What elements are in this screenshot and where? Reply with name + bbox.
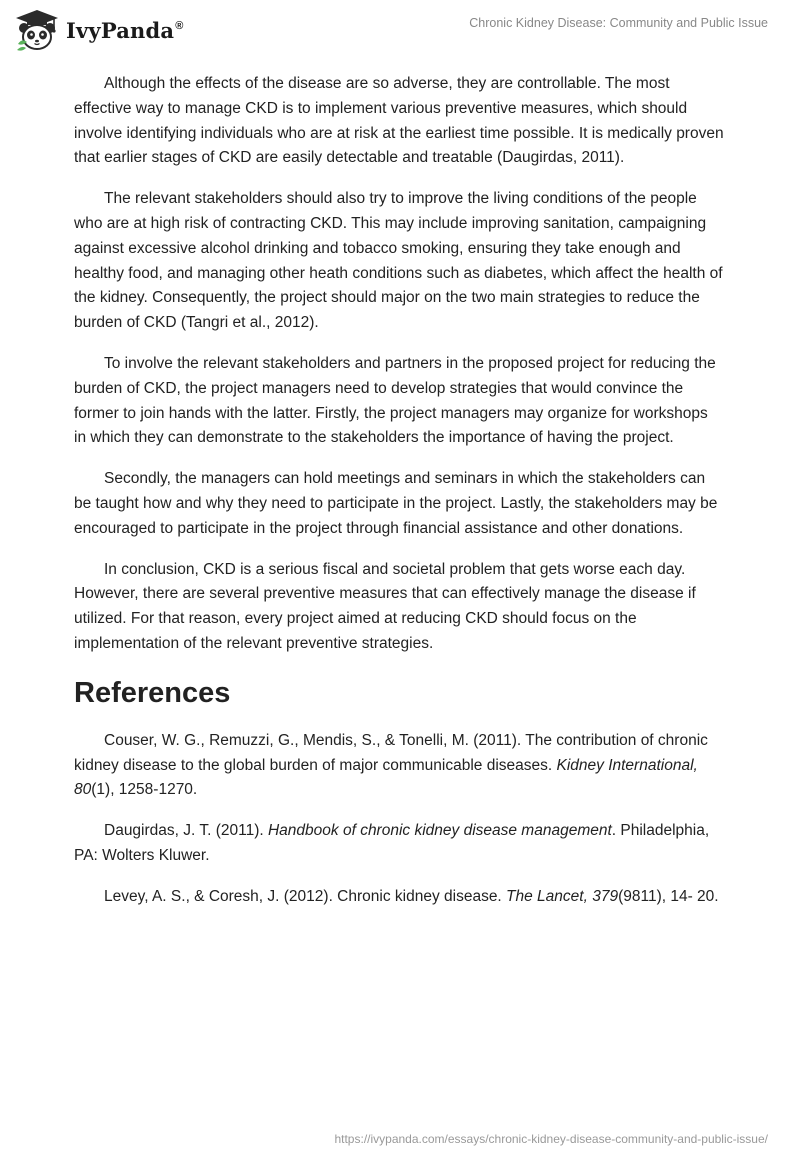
reference-text: Daugirdas, J. T. (2011).: [104, 822, 268, 840]
body-paragraph: To involve the relevant stakeholders and partners in the proposed project for reducing the burden of CKD, the project managers need to develop strategies that would convince the former to join hands with the latter. Firstly, the project managers may organize for workshops in which they can demonstrate to the stakeholders the importance of having the project.: [74, 354, 716, 447]
document-title: Chronic Kidney Disease: Community and Public Issue: [469, 16, 768, 30]
reference-text: . Philadelphia, PA: Wolters Kluwer.: [74, 822, 710, 864]
body-paragraph: Secondly, the managers can hold meetings and seminars in which the stakeholders can be taught how and why they need to participate in the project. Lastly, the stakeholders may be encouraged to participate in the project through financial assistance and other donations.: [74, 470, 718, 537]
reference-source: Handbook of chronic kidney disease management: [267, 822, 612, 840]
panda-graduate-icon: [14, 8, 60, 52]
reference-text: Levey, A. S., & Coresh, J. (2012). Chronic kidney disease.: [104, 887, 507, 905]
reference-source: Kidney International, 80: [74, 756, 698, 799]
reference-source: The Lancet, 379: [506, 887, 619, 905]
essay-content: [74, 72, 724, 926]
body-paragraph: The relevant stakeholders should also try to improve the living conditions of the people who are at high risk of contracting CKD. This may include improving sanitation, campaigning against excessive alcohol drinking and tobacco smoking, ensuring they take enough and healthy food, and managing other heath conditions such as diabetes, which affect the health of the kidney. Consequently, the project should major on the two main strategies to reduce the burden of CKD (Tangri et al., 2012).: [74, 190, 723, 332]
reference-item: [74, 885, 724, 910]
reference-item: [74, 729, 724, 803]
reference-item: [74, 819, 724, 869]
registered-mark: ®: [175, 19, 184, 32]
reference-text: Couser, W. G., Remuzzi, G., Mendis, S., & Tonelli, M. (2011). The contribution of chronic kidney disease to the global burden of major communicable diseases.: [74, 731, 708, 774]
page-header: [0, 0, 800, 60]
body-paragraph: Although the effects of the disease are so adverse, they are controllable. The most effective way to manage CKD is to implement various preventive measures, which should involve identifying individuals who are at risk at the earliest time possible. It is medically proven that earlier stages of CKD are easily detectable and treatable (Daugirdas, 2011).: [74, 75, 724, 167]
source-url[interactable]: https://ivypanda.com/essays/chronic-kidney-disease-community-and-public-issue/: [334, 1132, 768, 1146]
ivypanda-logo[interactable]: [14, 8, 184, 52]
references-heading: References: [74, 676, 231, 709]
reference-text: (1), 1258-1270.: [91, 781, 198, 799]
body-paragraph: In conclusion, CKD is a serious fiscal and societal problem that gets worse each day. However, there are several preventive measures that can effectively manage the disease if utilized. For that reason, every project aimed at reducing CKD should focus on the implementation of the relevant preventive strategies.: [74, 560, 696, 652]
reference-text: (9811), 14- 20.: [618, 887, 719, 905]
logo-text: IvyPanda®: [66, 17, 184, 43]
